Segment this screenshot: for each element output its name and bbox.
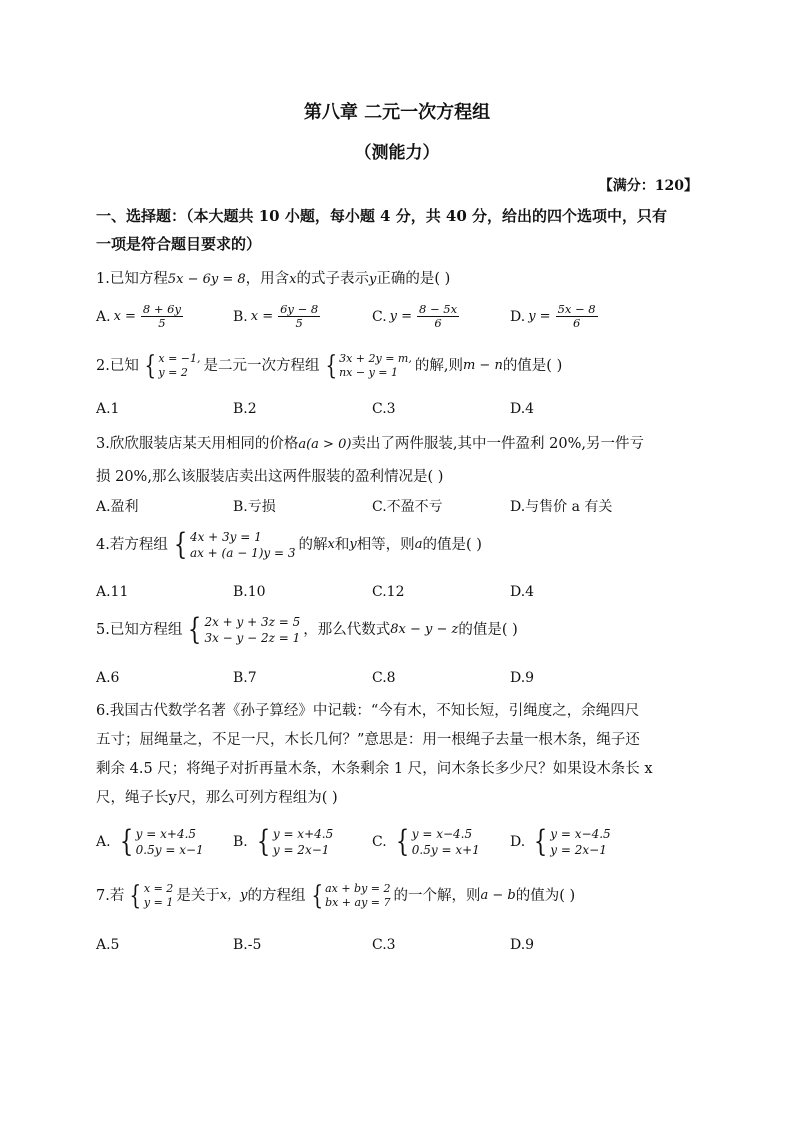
option-a[interactable]: A.6 [96,670,120,686]
option-b[interactable]: B.7 [233,670,257,686]
solution-system: { x = −1, y = 2 [144,351,201,381]
option-c[interactable]: C.3 [372,401,396,417]
question-4: 4.若方程组 { 4x + 3y = 1 ax + (a − 1)y = 3 的解 x 和 y 相等，则 a 的值是( ) [96,527,482,562]
section-heading-line2: 一项是符合题目要求的） [96,235,262,253]
option-b[interactable]: B. { y = x+4.5 y = 2x−1 [233,824,334,859]
question-7: 7.若 { x = 2 y = 1 是关于 x，y 的方程组 { ax + by = 2 bx + ay = 7 的一个解，则 a − b 的值为( ) [96,881,576,911]
option-b[interactable]: B.2 [233,401,257,417]
question-6: 6.我国古代数学名著《孙子算经》中记载：“今有木，不知长短，引绳度之，余绳四尺 五寸；屈绳量之，不足一尺，木长几何？”意思是：用一根绳子去量一根木条，绳子还 剩余 4.5 尺；将绳子对折再量木条，木条剩余 1 尺，问木条长多少尺？如果设木条长 x 尺，绳子长y尺，那么可列方程组为( ) [96,703,653,806]
section-heading-line1: 一、选择题：（本大题共 10 小题，每小题 4 分，共 40 分，给出的四个选项中，只有 [96,207,668,225]
option-c[interactable]: C.8 [372,670,396,686]
option-b[interactable]: B.10 [233,584,266,600]
full-score: 【满分：120】 [598,178,698,194]
option-d[interactable]: D. y = $\frac{5x - 8}{6}$ [510,302,596,330]
section-heading [96,202,696,258]
option-c[interactable]: C.3 [372,937,396,953]
option-a[interactable]: A. x = $\frac{8 + 6y}{5}$ [96,302,181,330]
option-d[interactable]: D.4 [510,401,535,417]
question-6-options [96,826,696,864]
equation-system: { ax + by = 2 bx + ay = 7 [310,881,391,911]
question-1-options [96,303,696,333]
equation-system: { 3x + 2y = m, nx − y = 1 [325,351,412,381]
option-a[interactable]: A. { y = x+4.5 0.5y = x−1 [96,824,204,859]
option-a[interactable]: A.盈利 [96,499,139,515]
option-d[interactable]: D.与售价 a 有关 [510,499,613,515]
question-5: 5.已知方程组 { 2x + y + 3z = 5 3x − y − 2z = 1 ，那么代数式 8x − y − z 的值是( ) [96,612,518,647]
option-a[interactable]: A.11 [96,584,129,600]
option-b[interactable]: B.亏损 [233,499,276,515]
question-1: 1.已知方程5x − 6y = 8，用含x的式子表示y正确的是( ) [96,271,451,287]
question-4-options [96,584,696,614]
equation-system: { 4x + 3y = 1 ax + (a − 1)y = 3 [173,527,296,562]
question-3: 3.欣欣服装店某天用相同的价格a(a > 0)卖出了两件服装,其中一件盈利 20%,另一件亏 损 20%,那么该服装店卖出这两件服装的盈利情况是( ) [96,436,644,485]
option-a[interactable]: A.1 [96,401,120,417]
solution-system: { x = 2 y = 1 [129,881,174,911]
question-3-options [96,496,696,526]
option-a[interactable]: A.5 [96,937,120,953]
option-c[interactable]: C.不盈不亏 [372,499,443,515]
option-d[interactable]: D.9 [510,670,535,686]
option-d[interactable]: D.9 [510,937,535,953]
question-7-options [96,937,696,967]
option-d[interactable]: D. { y = x−4.5 y = 2x−1 [510,824,611,859]
option-c[interactable]: C.12 [372,584,405,600]
equation: 5x − 6y = 8 [167,272,246,287]
page-subtitle: （测能力） [354,143,440,163]
question-5-options [96,670,696,700]
option-d[interactable]: D.4 [510,584,535,600]
option-b[interactable]: B. x = $\frac{6y - 8}{5}$ [233,302,319,330]
question-2: 2.已知 { x = −1, y = 2 是二元一次方程组 { 3x + 2y = m, nx − y = 1 的解,则 m − n 的值是( ) [96,351,563,381]
option-b[interactable]: B.-5 [233,937,262,953]
question-2-options [96,401,696,431]
equation-system: { 2x + y + 3z = 5 3x − y − 2z = 1 [188,612,301,647]
page-title: 第八章 二元一次方程组 [303,102,491,123]
option-c[interactable]: C. y = $\frac{8 - 5x}{6}$ [372,302,458,330]
option-c[interactable]: C. { y = x−4.5 0.5y = x+1 [372,824,480,859]
